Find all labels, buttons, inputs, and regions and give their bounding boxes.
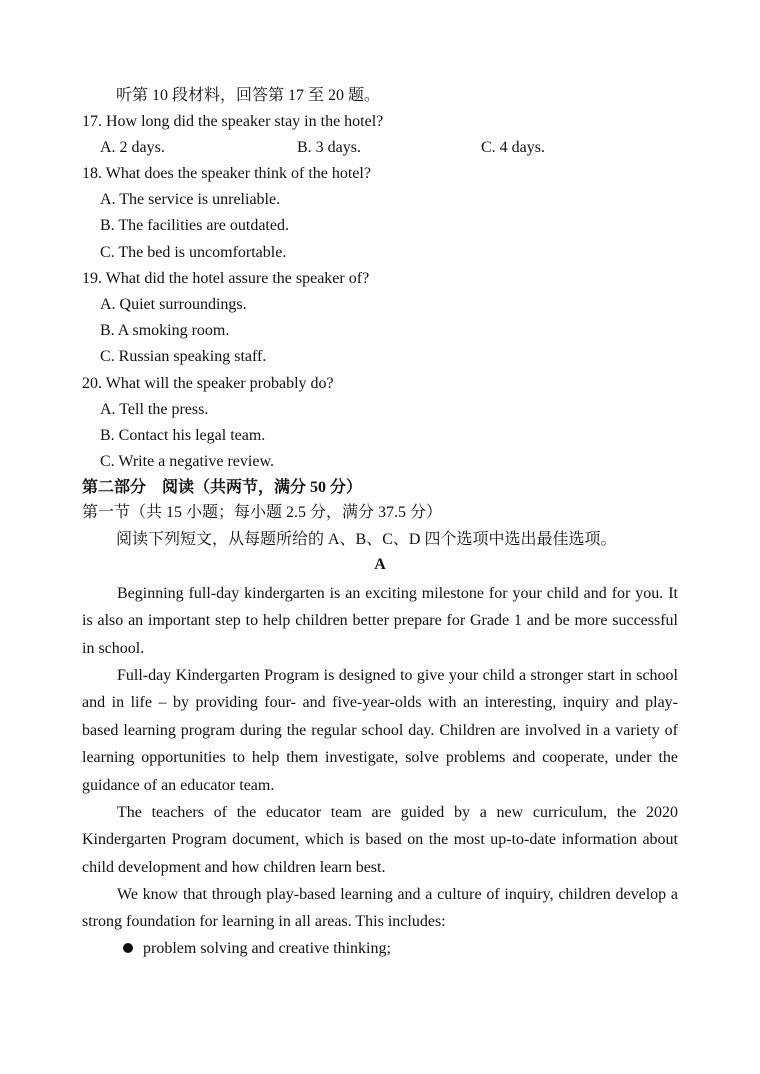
option-17c: C. 4 days. (481, 139, 545, 156)
option-20c: C. Write a negative review. (100, 453, 274, 470)
option-19a: A. Quiet surroundings. (100, 296, 247, 313)
option-20b: B. Contact his legal team. (100, 427, 266, 444)
option-17a: A. 2 days. (100, 139, 165, 156)
option-20a: A. Tell the press. (100, 401, 209, 418)
paragraph-1: Beginning full-day kindergarten is an exciting milestone for your child and for you. It is also an important step to help children better prepare for Grade 1 and be more successful in school. (82, 585, 678, 657)
paragraph-3: The teachers of the educator team are guided by a new curriculum, the 2020 Kindergarten Program document, which is based on the most up-to-date information about child development and how children learn best. (82, 804, 678, 876)
question-19: 19. What did the hotel assure the speaker of? (82, 270, 370, 287)
option-19b: B. A smoking room. (100, 322, 230, 339)
question-17: 17. How long did the speaker stay in the hotel? (82, 113, 384, 130)
option-18a: A. The service is unreliable. (100, 191, 281, 208)
bullet-item: problem solving and creative thinking; (143, 940, 391, 957)
passage-label: A (374, 556, 386, 573)
question-18: 18. What does the speaker think of the hotel? (82, 165, 371, 182)
option-17b: B. 3 days. (297, 139, 361, 156)
reading-instruction: 阅读下列短文，从每题所给的 A、B、C、D 四个选项中选出最佳选项。 (116, 531, 617, 548)
option-19c: C. Russian speaking staff. (100, 348, 267, 365)
section-title: 第一节（共 15 小题；每小题 2.5 分，满分 37.5 分） (82, 504, 443, 521)
paragraph-4: We know that through play-based learning and a culture of inquiry, children develop a strong foundation for learning in all areas. This includes: (82, 886, 678, 931)
part-title: 第二部分 阅读（共两节，满分 50 分） (82, 479, 363, 496)
paragraph-2: Full-day Kindergarten Program is designed to give your child a stronger start in school and in life – by providing four- and five-year-olds with an interesting, inquiry and play-based learning program during the regular school day. Children are involved in a variety of learning opportunities to help them investigate, solve problems and cooperate, under the guidance of an educator team. (82, 667, 678, 794)
bullet-dot-icon (123, 943, 133, 953)
listening-instruction: 听第 10 段材料，回答第 17 至 20 题。 (116, 87, 381, 104)
option-18c: C. The bed is uncomfortable. (100, 244, 287, 261)
question-20: 20. What will the speaker probably do? (82, 375, 334, 392)
option-18b: B. The facilities are outdated. (100, 217, 289, 234)
